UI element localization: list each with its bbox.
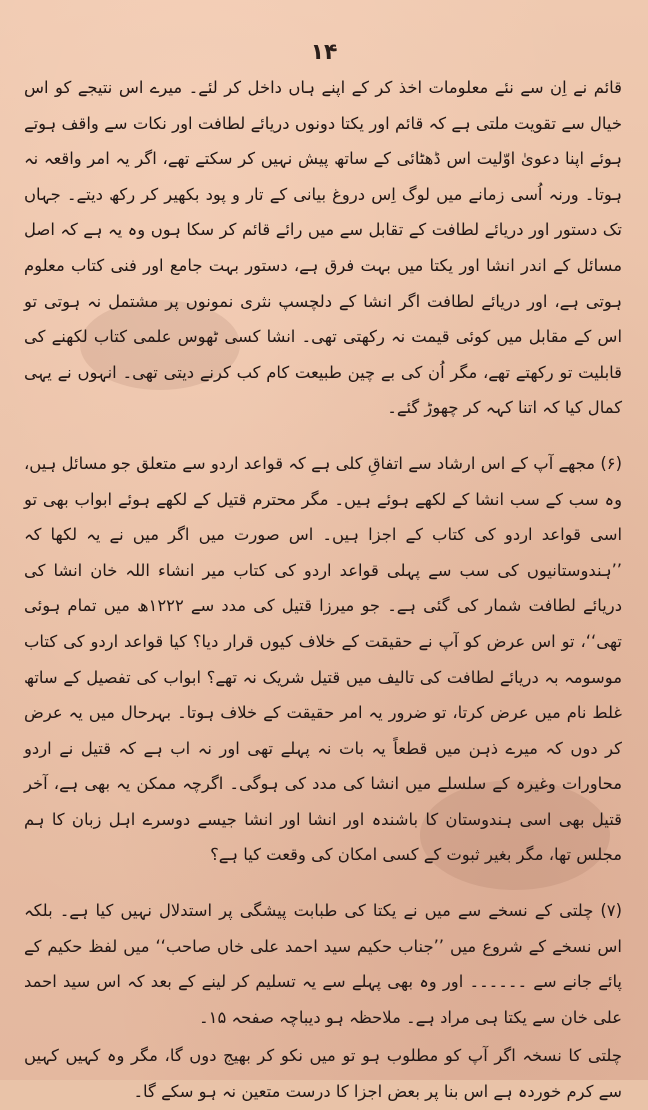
paragraph-3: (۷) چلتی کے نسخے سے میں نے یکتا کی طبابت پیشگی پر استدلال نہیں کیا ہے۔ بلکہ اس نسخے کے شروع میں ’’جناب حکیم سید احمد علی خاں صاحب‘‘ میں لفظ حکیم کے پائے جانے سے ۔۔۔۔۔۔ اور وہ بھی پہلے سے یہ تسلیم کر لینے کے بعد کہ اس سید احمد علی خان سے یکتا ہی مراد ہے۔ ملاحظہ ہو دیباچہ صفحہ ۱۵۔ [24,901,622,1027]
paragraph-2: (۶) مجھے آپ کے اس ارشاد سے اتفاقِ کلی ہے کہ قواعد اردو سے متعلق جو مسائل ہیں، وہ سب کے سب انشا کے لکھے ہوئے ہیں۔ مگر محترم قتیل کے لکھے ہوئے ابواب بھی تو اسی قواعد اردو کی کتاب کے اجزا ہیں۔ اس صورت میں اگر میں نے یہ لکھا کہ ’’ہندوستانیوں کی سب سے پہلی قواعد اردو کی کتاب میر انشاء اللہ خان انشا کی دریائے لطافت شمار کی گئی ہے۔ جو میرزا قتیل کی مدد سے ۱۲۲۲ھ میں تمام ہوئی تھی‘‘، تو اس عرض کو آپ نے حقیقت کے خلاف کیوں قرار دیا؟ کیا قواعد اردو کی کتاب موسومہ بہ دریائے لطافت کی تالیف میں قتیل شریک نہ تھے؟ ابواب کی تفصیل کے ساتھ غلط نام میں عرض کرتا، تو ضرور یہ امر حقیقت کے خلاف ہوتا۔ بہرحال میں یہ عرض کر دوں کہ میرے ذہن میں قطعاً یہ بات نہ پہلے تھی اور نہ اب ہے کہ قتیل نے اردو محاورات وغیرہ کے سلسلے میں انشا کی مدد کی ہوگی۔ اگرچہ ممکن یہ بھی ہے، آخر قتیل بھی اسی ہندوستان کا باشندہ اور انشا اور انشا جیسے دوسرے اہل زبان کا ہم مجلس تھا، مگر بغیر ثبوت کے کسی امکان کی وقعت کیا ہے؟ [24,453,622,865]
paragraph-1: قائم نے اِن سے نئے معلومات اخذ کر کے اپنے ہاں داخل کر لئے۔ میرے اس نتیجے کو اس خیال سے تقویت ملتی ہے کہ قائم اور یکتا دونوں دریائے لطافت اور نکات سے واقف ہوتے ہوئے اپنا دعویٰ اوّلیت اس ڈھٹائی کے ساتھ پیش نہیں کر سکتے تھے، اگر یہ امر واقعہ نہ ہوتا۔ ورنہ اُسی زمانے میں لوگ اِس دروغ بیانی کے تار و پود بکھیر کر رکھ دیتے۔ جہاں تک دستور اور دریائے لطافت کے تقابل سے میں رائے قائم کر سکا ہوں وہ یہ ہے کہ اصل مسائل کے اندر انشا اور یکتا میں بہت فرق ہے، دستور بہت جامع اور فنی کتاب معلوم ہوتی ہے، اور دریائے لطافت اگر انشا کے دلچسپ نثری نمونوں پر مشتمل نہ ہوتی تو اس کے مقابل میں کوئی قیمت نہ رکھتی تھی۔ انشا کسی ٹھوس علمی کتاب لکھنے کی قابلیت تو رکھتے تھے، مگر اُن کی بے چین طبیعت کام کب کرنے دیتی تھی۔ انہوں نے یہی کمال کیا کہ اتنا کہہ کر چھوڑ گئے۔ [24,78,622,418]
paragraph-4: چلتی کا نسخہ اگر آپ کو مطلوب ہو تو میں نکو کر بھیج دوں گا، مگر وہ کہیں کہیں سے کرم خوردہ ہے اس بنا پر بعض اجزا کا درست متعین نہ ہو سکے گا۔ [24,1046,622,1102]
body-text [24,70,622,1110]
page-number: ۱۴ [310,40,338,65]
